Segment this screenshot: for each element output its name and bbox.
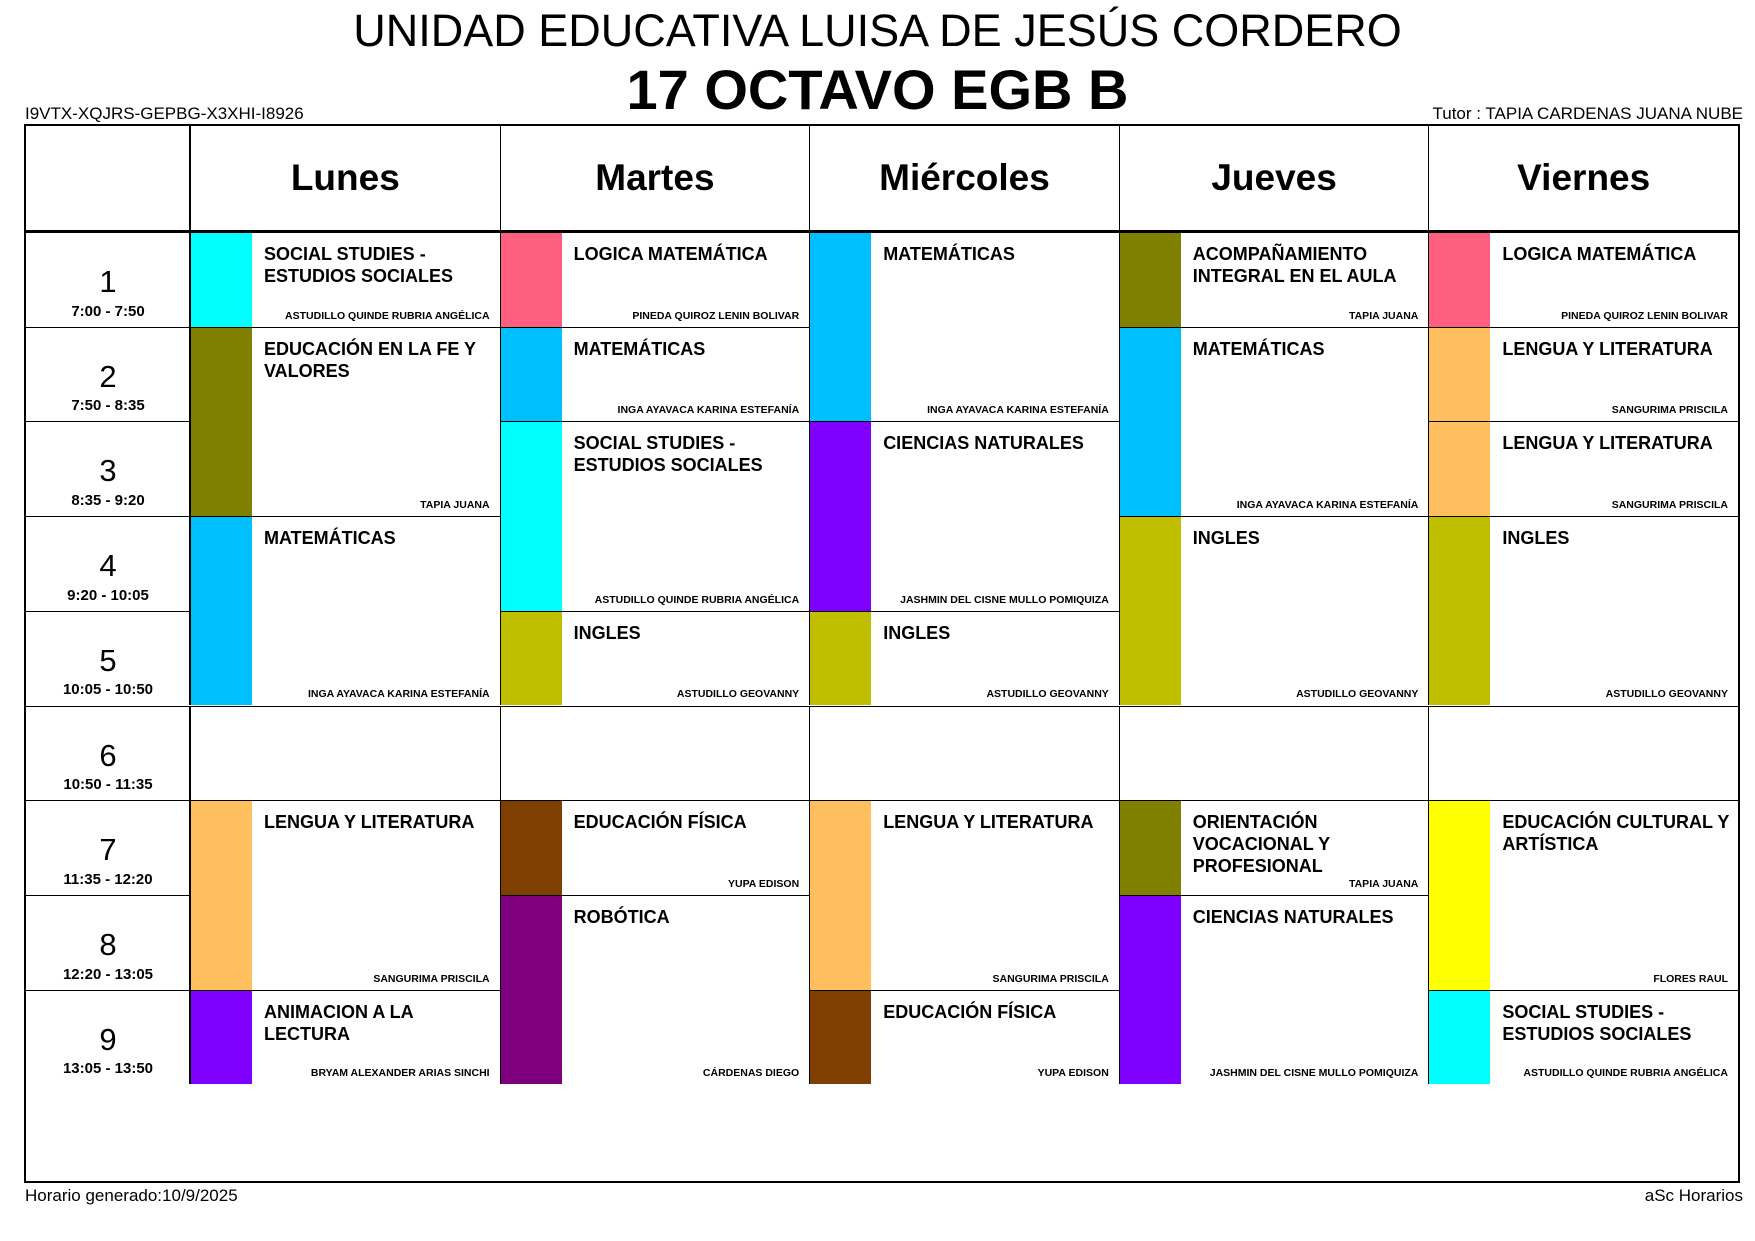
subject-color-swatch bbox=[501, 801, 562, 895]
timetable-grid bbox=[24, 124, 1740, 1183]
lesson-card[interactable] bbox=[190, 232, 500, 327]
subject-color-swatch bbox=[1120, 896, 1181, 1084]
lesson-card[interactable] bbox=[500, 895, 810, 1084]
period-cell bbox=[26, 895, 190, 990]
subject-color-swatch bbox=[191, 991, 252, 1085]
lesson-teacher: ASTUDILLO GEOVANNY bbox=[676, 688, 800, 701]
lesson-subject: INGLES bbox=[883, 622, 951, 643]
period-cell bbox=[26, 990, 190, 1085]
lesson-teacher: INGA AYAVACA KARINA ESTEFANÍA bbox=[307, 688, 490, 701]
lesson-subject: ROBÓTICA bbox=[573, 906, 670, 927]
lesson-teacher: ASTUDILLO QUINDE RUBRIA ANGÉLICA bbox=[1523, 1067, 1728, 1080]
lesson-teacher: ASTUDILLO QUINDE RUBRIA ANGÉLICA bbox=[594, 593, 800, 606]
lesson-subject: MATEMÁTICAS bbox=[264, 528, 396, 549]
lesson-card[interactable] bbox=[190, 516, 500, 705]
lesson-card[interactable] bbox=[1428, 800, 1738, 989]
lesson-subject: CIENCIAS NATURALES bbox=[1192, 906, 1394, 927]
day-header-4: Viernes bbox=[1428, 126, 1738, 230]
subject-color-swatch bbox=[810, 422, 871, 610]
lesson-teacher: SANGURIMA PRISCILA bbox=[1611, 499, 1728, 512]
timetable-code: I9VTX-XQJRS-GEPBG-X3XHI-I8926 bbox=[25, 104, 304, 123]
subject-color-swatch bbox=[191, 801, 252, 989]
lesson-teacher: PINEDA QUIROZ LENIN BOLIVAR bbox=[632, 309, 800, 322]
subject-color-swatch bbox=[191, 328, 252, 516]
lesson-teacher: YUPA EDISON bbox=[728, 877, 800, 890]
lesson-teacher: JASHMIN DEL CISNE MULLO POMIQUIZA bbox=[900, 593, 1109, 606]
lesson-teacher: ASTUDILLO GEOVANNY bbox=[1605, 688, 1728, 701]
lesson-subject: INGLES bbox=[573, 622, 641, 643]
lesson-card[interactable] bbox=[1119, 895, 1429, 1084]
empty-slot bbox=[190, 706, 500, 801]
subject-color-swatch bbox=[1120, 801, 1181, 895]
lesson-card[interactable] bbox=[809, 800, 1119, 989]
day-header-1: Martes bbox=[500, 126, 810, 230]
subject-color-swatch bbox=[501, 328, 562, 422]
lesson-subject: ANIMACION A LA LECTURA bbox=[264, 1001, 413, 1044]
day-header-0: Lunes bbox=[190, 126, 500, 230]
lesson-card[interactable] bbox=[190, 990, 500, 1085]
period-cell bbox=[26, 232, 190, 327]
period-number: 5 bbox=[99, 642, 117, 678]
period-number: 9 bbox=[99, 1021, 117, 1057]
lesson-card[interactable] bbox=[190, 327, 500, 516]
lesson-card[interactable] bbox=[500, 421, 810, 610]
subject-color-swatch bbox=[810, 801, 871, 989]
lesson-card[interactable] bbox=[500, 611, 810, 706]
lesson-subject: EDUCACIÓN FÍSICA bbox=[883, 1001, 1057, 1022]
class-title: 17 OCTAVO EGB B bbox=[626, 58, 1129, 121]
tutor-label: Tutor : TAPIA CARDENAS JUANA NUBE bbox=[1432, 104, 1743, 123]
generated-date: Horario generado:10/9/2025 bbox=[25, 1186, 238, 1205]
lesson-card[interactable] bbox=[809, 611, 1119, 706]
lesson-subject: SOCIAL STUDIES - ESTUDIOS SOCIALES bbox=[573, 433, 763, 476]
subject-color-swatch bbox=[1120, 517, 1181, 705]
period-number: 4 bbox=[99, 548, 117, 584]
lesson-subject: LENGUA Y LITERATURA bbox=[1502, 338, 1713, 359]
lesson-subject: MATEMÁTICAS bbox=[573, 338, 706, 359]
subject-color-swatch bbox=[1429, 328, 1490, 422]
lesson-subject: EDUCACIÓN EN LA FE Y VALORES bbox=[264, 338, 476, 381]
lesson-teacher: PINEDA QUIROZ LENIN BOLIVAR bbox=[1561, 309, 1728, 322]
lesson-teacher: SANGURIMA PRISCILA bbox=[373, 972, 490, 985]
period-cell bbox=[26, 706, 190, 801]
lesson-teacher: FLORES RAUL bbox=[1653, 972, 1728, 985]
lesson-card[interactable] bbox=[1428, 421, 1738, 516]
empty-slot bbox=[1428, 706, 1738, 801]
subject-color-swatch bbox=[1429, 801, 1490, 989]
lesson-card[interactable] bbox=[190, 800, 500, 989]
lesson-card[interactable] bbox=[809, 421, 1119, 610]
period-time: 7:00 - 7:50 bbox=[71, 302, 145, 320]
period-time: 8:35 - 9:20 bbox=[71, 492, 145, 510]
lesson-card[interactable] bbox=[500, 232, 810, 327]
lesson-teacher: INGA AYAVACA KARINA ESTEFANÍA bbox=[927, 404, 1109, 417]
lesson-subject: LOGICA MATEMÁTICA bbox=[1502, 244, 1697, 264]
lesson-teacher: SANGURIMA PRISCILA bbox=[1611, 404, 1728, 417]
period-time: 11:35 - 12:20 bbox=[63, 870, 153, 888]
lesson-teacher: ASTUDILLO QUINDE RUBRIA ANGÉLICA bbox=[285, 309, 490, 322]
corner-cell bbox=[26, 126, 190, 230]
lesson-card[interactable] bbox=[1428, 516, 1738, 705]
subject-color-swatch bbox=[1429, 991, 1490, 1085]
period-time: 12:20 - 13:05 bbox=[62, 965, 154, 983]
lesson-subject: CIENCIAS NATURALES bbox=[883, 433, 1084, 454]
school-title: UNIDAD EDUCATIVA LUISA DE JESÚS CORDERO bbox=[353, 5, 1402, 56]
day-header-2: Miércoles bbox=[809, 126, 1119, 230]
period-number: 7 bbox=[99, 832, 117, 868]
empty-slot bbox=[1119, 706, 1429, 801]
period-cell bbox=[26, 611, 190, 706]
lesson-subject: MATEMÁTICAS bbox=[883, 244, 1015, 264]
period-number: 2 bbox=[99, 358, 117, 394]
lesson-card[interactable] bbox=[1119, 800, 1429, 895]
subject-color-swatch bbox=[191, 517, 252, 705]
subject-color-swatch bbox=[1429, 422, 1490, 516]
lesson-teacher: YUPA EDISON bbox=[1037, 1067, 1109, 1080]
lesson-subject: EDUCACIÓN FÍSICA bbox=[573, 812, 747, 833]
empty-slot bbox=[809, 706, 1119, 801]
lesson-card[interactable] bbox=[1428, 327, 1738, 422]
period-time: 10:50 - 11:35 bbox=[63, 776, 153, 794]
subject-color-swatch bbox=[191, 233, 252, 327]
period-cell bbox=[26, 327, 190, 422]
subject-color-swatch bbox=[501, 896, 562, 1084]
subject-color-swatch bbox=[1429, 517, 1490, 705]
lesson-teacher: ASTUDILLO GEOVANNY bbox=[986, 688, 1109, 701]
subject-color-swatch bbox=[1120, 233, 1181, 327]
period-cell bbox=[26, 421, 190, 516]
lesson-teacher: TAPIA JUANA bbox=[1348, 877, 1419, 890]
period-number: 1 bbox=[99, 264, 117, 299]
period-time: 13:05 - 13:50 bbox=[62, 1060, 154, 1078]
lesson-card[interactable] bbox=[1119, 516, 1429, 705]
subject-color-swatch bbox=[810, 233, 871, 421]
lesson-subject: LENGUA Y LITERATURA bbox=[1502, 433, 1713, 454]
period-time: 9:20 - 10:05 bbox=[67, 586, 149, 604]
lesson-subject: SOCIAL STUDIES - ESTUDIOS SOCIALES bbox=[264, 244, 454, 286]
period-cell bbox=[26, 800, 190, 895]
lesson-card[interactable] bbox=[500, 327, 810, 422]
lesson-subject: INGLES bbox=[1192, 528, 1260, 549]
lesson-subject: ACOMPAÑAMIENTO INTEGRAL EN EL AULA bbox=[1192, 244, 1397, 286]
lesson-card[interactable] bbox=[1119, 232, 1429, 327]
lesson-subject: EDUCACIÓN CULTURAL Y ARTÍSTICA bbox=[1502, 812, 1730, 855]
lesson-subject: MATEMÁTICAS bbox=[1192, 338, 1325, 359]
period-time: 10:05 - 10:50 bbox=[62, 681, 154, 699]
lesson-subject: ORIENTACIÓN VOCACIONAL Y PROFESIONAL bbox=[1192, 812, 1330, 877]
period-number: 3 bbox=[99, 453, 117, 489]
lesson-teacher: INGA AYAVACA KARINA ESTEFANÍA bbox=[1236, 499, 1419, 512]
period-time: 7:50 - 8:35 bbox=[71, 397, 145, 415]
lesson-subject: INGLES bbox=[1502, 528, 1570, 549]
lesson-subject: SOCIAL STUDIES - ESTUDIOS SOCIALES bbox=[1502, 1001, 1692, 1044]
lesson-teacher: INGA AYAVACA KARINA ESTEFANÍA bbox=[617, 404, 800, 417]
lesson-card[interactable] bbox=[1119, 327, 1429, 516]
empty-slot bbox=[500, 706, 810, 801]
subject-color-swatch bbox=[810, 991, 871, 1085]
period-number: 6 bbox=[99, 737, 117, 773]
lesson-teacher: SANGURIMA PRISCILA bbox=[992, 972, 1109, 985]
lesson-card[interactable] bbox=[1428, 990, 1738, 1085]
lesson-teacher: JASHMIN DEL CISNE MULLO POMIQUIZA bbox=[1209, 1067, 1419, 1080]
period-number: 8 bbox=[99, 926, 117, 962]
subject-color-swatch bbox=[1120, 328, 1181, 516]
lesson-subject: LENGUA Y LITERATURA bbox=[264, 812, 475, 833]
subject-color-swatch bbox=[501, 422, 562, 610]
lesson-card[interactable] bbox=[809, 990, 1119, 1085]
lesson-teacher: TAPIA JUANA bbox=[1348, 309, 1419, 322]
period-cell bbox=[26, 516, 190, 611]
lesson-card[interactable] bbox=[1428, 232, 1738, 327]
lesson-teacher: CÁRDENAS DIEGO bbox=[702, 1067, 800, 1080]
subject-color-swatch bbox=[810, 612, 871, 706]
day-header-3: Jueves bbox=[1119, 126, 1429, 230]
subject-color-swatch bbox=[1429, 233, 1490, 327]
lesson-teacher: BRYAM ALEXANDER ARIAS SINCHI bbox=[310, 1067, 490, 1080]
lesson-card[interactable] bbox=[809, 232, 1119, 421]
lesson-teacher: ASTUDILLO GEOVANNY bbox=[1296, 688, 1419, 701]
day-header-row bbox=[26, 126, 1738, 232]
subject-color-swatch bbox=[501, 233, 562, 327]
lesson-subject: LOGICA MATEMÁTICA bbox=[573, 244, 768, 264]
software-credit: aSc Horarios bbox=[1644, 1186, 1743, 1205]
lesson-teacher: TAPIA JUANA bbox=[420, 499, 490, 512]
subject-color-swatch bbox=[501, 612, 562, 706]
lesson-card[interactable] bbox=[500, 800, 810, 895]
lesson-subject: LENGUA Y LITERATURA bbox=[883, 812, 1094, 833]
